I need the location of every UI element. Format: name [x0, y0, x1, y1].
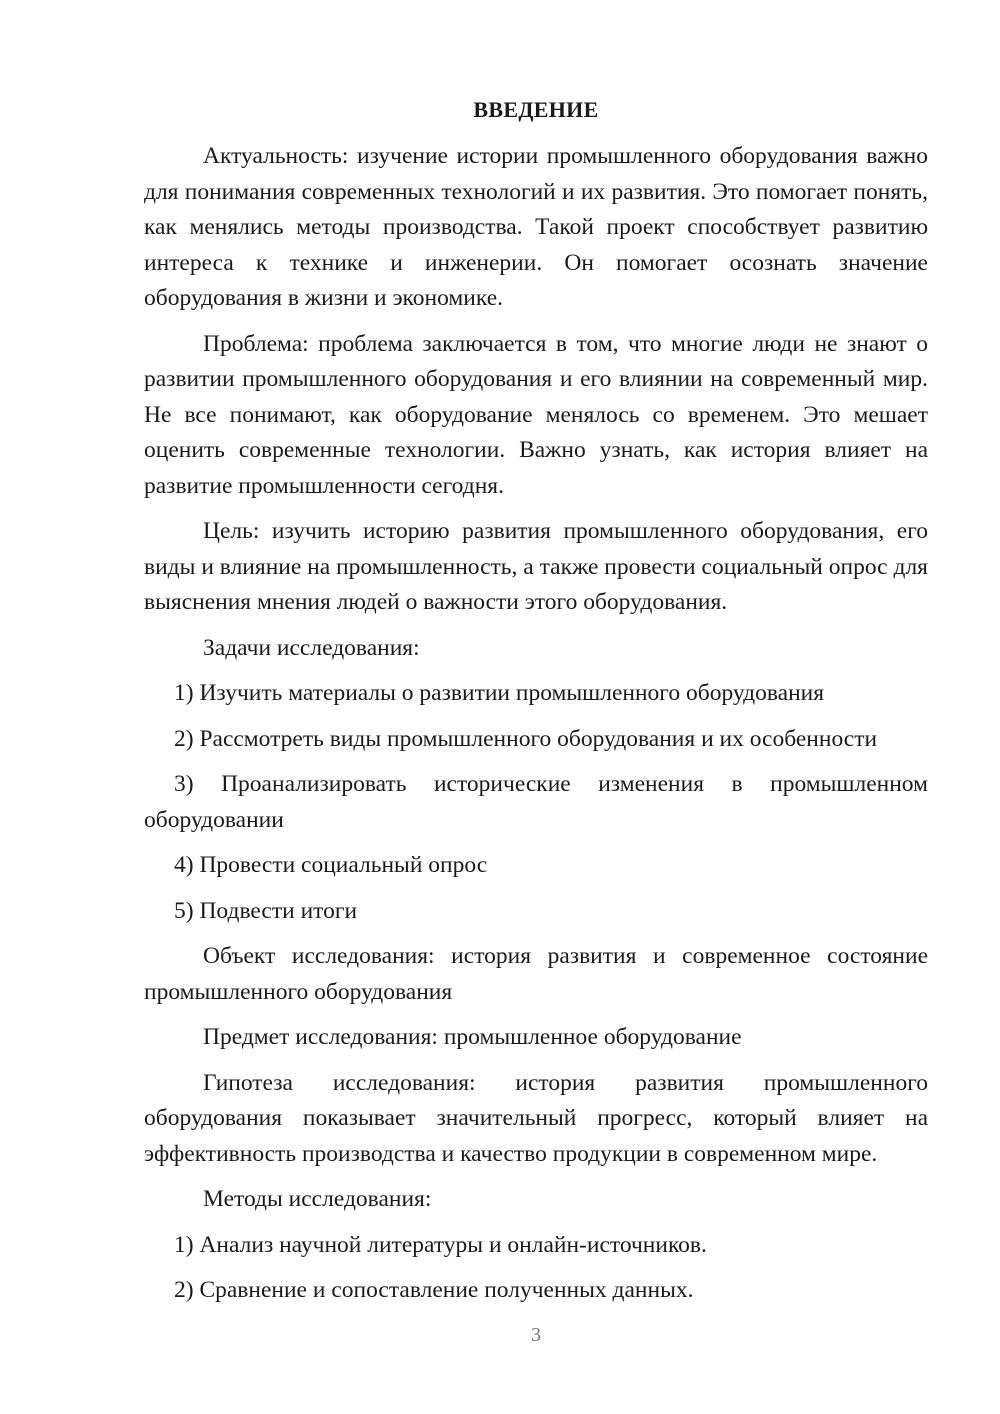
object-paragraph: Объект исследования: история развития и современное состояние промышленного оборудования	[144, 943, 928, 1005]
goal-paragraph: Цель: изучить историю развития промышленного оборудования, его виды и влияние на промышленность, а также провести социальный опрос для выяснения мнения людей о важности этого оборудования.	[144, 518, 928, 615]
task-item: 5) Подвести итоги	[174, 897, 358, 924]
methods-heading: Методы исследования:	[203, 1186, 432, 1212]
task-item: 3) Проанализировать исторические изменения в промышленном оборудовании	[144, 771, 928, 833]
section-title: ВВЕДЕНИЕ	[473, 97, 599, 122]
task-item: 2) Рассмотреть виды промышленного оборудования и их особенности	[174, 725, 878, 752]
task-item: 4) Провести социальный опрос	[174, 852, 488, 878]
relevance-paragraph: Актуальность: изучение истории промышленного оборудования важно для понимания современных технологий и их развития. Это помогает понять, как менялись методы производства. Такой проект способствует развитию интереса к технике и инженерии. Он помогает осознать значение оборудования в жизни и экономике.	[144, 143, 928, 311]
tasks-heading: Задачи исследования:	[203, 634, 420, 661]
page-number: 3	[531, 1324, 541, 1346]
method-item: 2) Сравнение и сопоставление полученных данных.	[174, 1277, 694, 1303]
task-item: 1) Изучить материалы о развитии промышленного оборудования	[174, 680, 825, 706]
subject-paragraph: Предмет исследования: промышленное оборудование	[203, 1024, 742, 1050]
problem-paragraph: Проблема: проблема заключается в том, что многие люди не знают о развитии промышленного оборудования и его влиянии на современный мир. Не все понимают, как оборудование менялось со временем. Это мешает оценить современные технологии. Важно узнать, как история влияет на развитие промышленности сегодня.	[144, 330, 928, 499]
method-item: 1) Анализ научной литературы и онлайн-источников.	[174, 1231, 707, 1258]
page-content	[144, 95, 928, 1319]
hypothesis-paragraph: Гипотеза исследования: история развития промышленного оборудования показывает значительный прогресс, который влияет на эффективность производства и качество продукции в современном мире.	[144, 1069, 928, 1167]
